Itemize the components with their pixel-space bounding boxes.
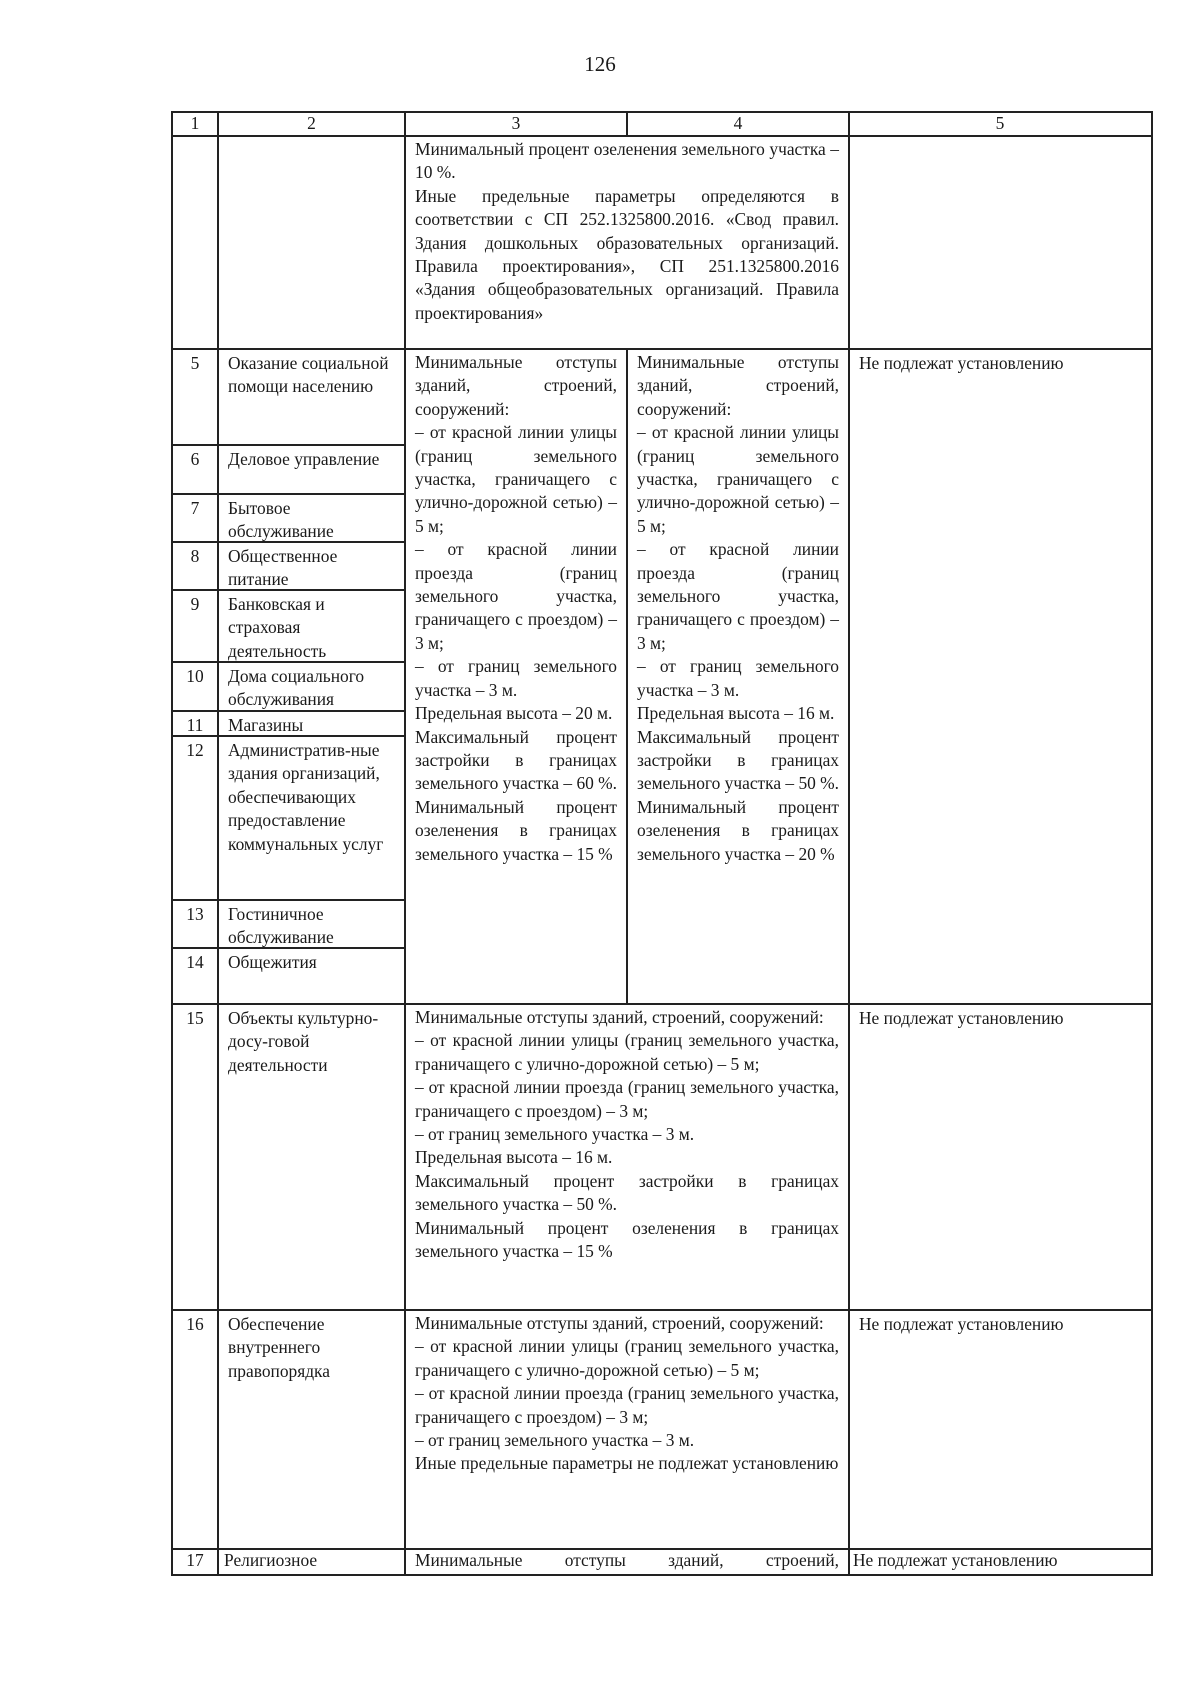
continuation-text: [405, 136, 849, 349]
paragraph: – от границ земельного участка – 3 м.: [637, 656, 839, 700]
paragraph: Предельная высота – 20 м.: [415, 703, 613, 724]
row-number: 17: [186, 1550, 204, 1570]
row-number: 15: [186, 1008, 204, 1028]
row-number: 9: [190, 594, 200, 614]
table-rule: [217, 111, 219, 1576]
row-number: 10: [186, 666, 204, 686]
table-rule: [172, 661, 405, 663]
table-rule: [172, 589, 405, 591]
paragraph: Минимальные отступы зданий, строений, сооружений:: [637, 352, 839, 419]
paragraph: Максимальный процент застройки в границах земельного участка – 50 %.: [637, 726, 840, 794]
table-rule: [626, 111, 628, 137]
header-col-2: 2: [307, 113, 316, 133]
row17-col5: Не подлежат установлению: [853, 1550, 1058, 1570]
table-rule: [172, 1003, 1152, 1005]
row-number: 16: [186, 1314, 204, 1334]
row-name: Оказание социальной помощи населению: [228, 353, 389, 397]
row-name: Обеспечение внутреннего правопорядка: [228, 1314, 330, 1381]
group-col3-text: [405, 349, 627, 1004]
paragraph: Максимальный процент застройки в границах земельного участка – 50 %.: [415, 1170, 839, 1215]
row15-col5: Не подлежат установлению: [859, 1008, 1064, 1028]
paragraph: – от красной линии улицы (границ земельного участка, граничащего с улично-дорожной сетью) – 5 м;: [637, 422, 839, 536]
table-rule: [404, 111, 406, 1576]
table-rule: [172, 710, 405, 712]
table-rule: [172, 1574, 1152, 1576]
table-rule: [626, 348, 628, 1005]
paragraph: Минимальные отступы зданий, строений, сооружений:: [415, 1313, 824, 1333]
paragraph: – от границ земельного участка – 3 м.: [415, 656, 617, 700]
header-col-3: 3: [511, 113, 521, 133]
table-rule: [172, 1309, 1152, 1311]
header-col-5: 5: [995, 113, 1005, 133]
paragraph: – от красной линии проезда (границ земельного участка, граничащего с проездом) – 3 м;: [637, 539, 839, 653]
row-name: Объекты культурно-досу-говой деятельности: [228, 1008, 379, 1075]
paragraph: – от границ земельного участка – 3 м.: [415, 1430, 695, 1451]
paragraph: – от границ земельного участка – 3 м.: [415, 1124, 695, 1145]
paragraph: – от красной линии улицы (границ земельного участка, граничащего с улично-дорожной сетью) – 5 м;: [415, 1030, 839, 1074]
table-rule: [172, 541, 405, 543]
paragraph: Минимальный процент озеленения земельного участка – 10 %.: [415, 139, 839, 183]
table-rule: [172, 1548, 1152, 1550]
row-name: Банковская и страховая деятельность: [228, 594, 327, 661]
header-col-4: 4: [733, 113, 743, 133]
row-name: Общежития: [228, 952, 317, 972]
table-rule: [172, 111, 1152, 113]
table-rule: [171, 111, 173, 1576]
paragraph: Иные предельные параметры определяются в соответствии с СП 252.1325800.2016. «Свод правил. Здания дошкольных образовательных организаций. Правила проектирования», СП 251.1325800.2016 «Здания общеобразовательных организаций. Правила проектирования»: [415, 185, 839, 323]
table-rule: [848, 111, 850, 1576]
paragraph: – от красной линии проезда (границ земельного участка, граничащего с проездом) – 3 м;: [415, 539, 617, 653]
row-name: Гостиничное обслуживание: [228, 904, 334, 948]
row15-text: [405, 1004, 849, 1310]
row-number: 12: [186, 740, 204, 760]
row-number: 14: [186, 952, 204, 972]
paragraph: – от красной линии проезда (границ земельного участка, граничащего с проездом) – 3 м;: [415, 1383, 839, 1427]
table-rule: [172, 348, 1152, 350]
table-rule: [172, 493, 405, 495]
paragraph: – от красной линии улицы (границ земельного участка, граничащего с улично-дорожной сетью) – 5 м;: [415, 422, 617, 536]
row-number: 13: [186, 904, 204, 924]
paragraph: Иные предельные параметры не подлежат установлению: [415, 1453, 839, 1474]
row16-col5: Не подлежат установлению: [859, 1314, 1064, 1334]
paragraph: Минимальный процент озеленения в границах земельного участка – 15 %: [415, 1217, 839, 1262]
row-name: Общественное питание: [228, 546, 338, 590]
row-number: 5: [190, 353, 200, 373]
table-rule: [172, 444, 405, 446]
group-col5-text: Не подлежат установлению: [859, 353, 1064, 373]
paragraph: Минимальный процент озеленения в границах земельного участка – 15 %: [415, 796, 617, 864]
table-rule: [172, 735, 405, 737]
row17-text: Минимальные отступы зданий, строений,: [415, 1550, 839, 1570]
paragraph: Максимальный процент застройки в границах земельного участка – 60 %.: [415, 726, 618, 794]
row-number: 7: [190, 498, 200, 518]
header-col-1: 1: [190, 113, 200, 133]
row-number: 8: [190, 546, 200, 566]
paragraph: – от красной линии улицы (границ земельного участка, граничащего с улично-дорожной сетью) – 5 м;: [415, 1336, 839, 1380]
row-name: Религиозное: [224, 1550, 318, 1570]
row-name: Магазины: [228, 715, 304, 735]
table-rule: [172, 135, 1152, 137]
row-name: Дома социального обслуживания: [228, 666, 365, 710]
group-col4-text: [627, 349, 849, 1004]
table-rule: [1151, 111, 1153, 1576]
table-rule: [172, 947, 405, 949]
row-name: Административ-ные здания организаций, обеспечивающих предоставление коммунальных услуг: [228, 740, 384, 854]
table-rule: [172, 899, 405, 901]
row-number: 11: [186, 715, 204, 735]
paragraph: Предельная высота – 16 м.: [415, 1147, 613, 1168]
row-name: Деловое управление: [228, 449, 380, 469]
paragraph: Предельная высота – 16 м.: [637, 703, 835, 724]
row16-text: [405, 1310, 849, 1550]
paragraph: Минимальные отступы зданий, строений, сооружений:: [415, 352, 617, 419]
paragraph: – от красной линии проезда (границ земельного участка, граничащего с проездом) – 3 м;: [415, 1077, 839, 1121]
row-name: Бытовое обслуживание: [228, 498, 334, 542]
paragraph: Минимальные отступы зданий, строений, сооружений:: [415, 1007, 824, 1027]
paragraph: Минимальный процент озеленения в границах земельного участка – 20 %: [637, 796, 839, 864]
page-number: 126: [584, 52, 616, 76]
row-number: 6: [190, 449, 200, 469]
